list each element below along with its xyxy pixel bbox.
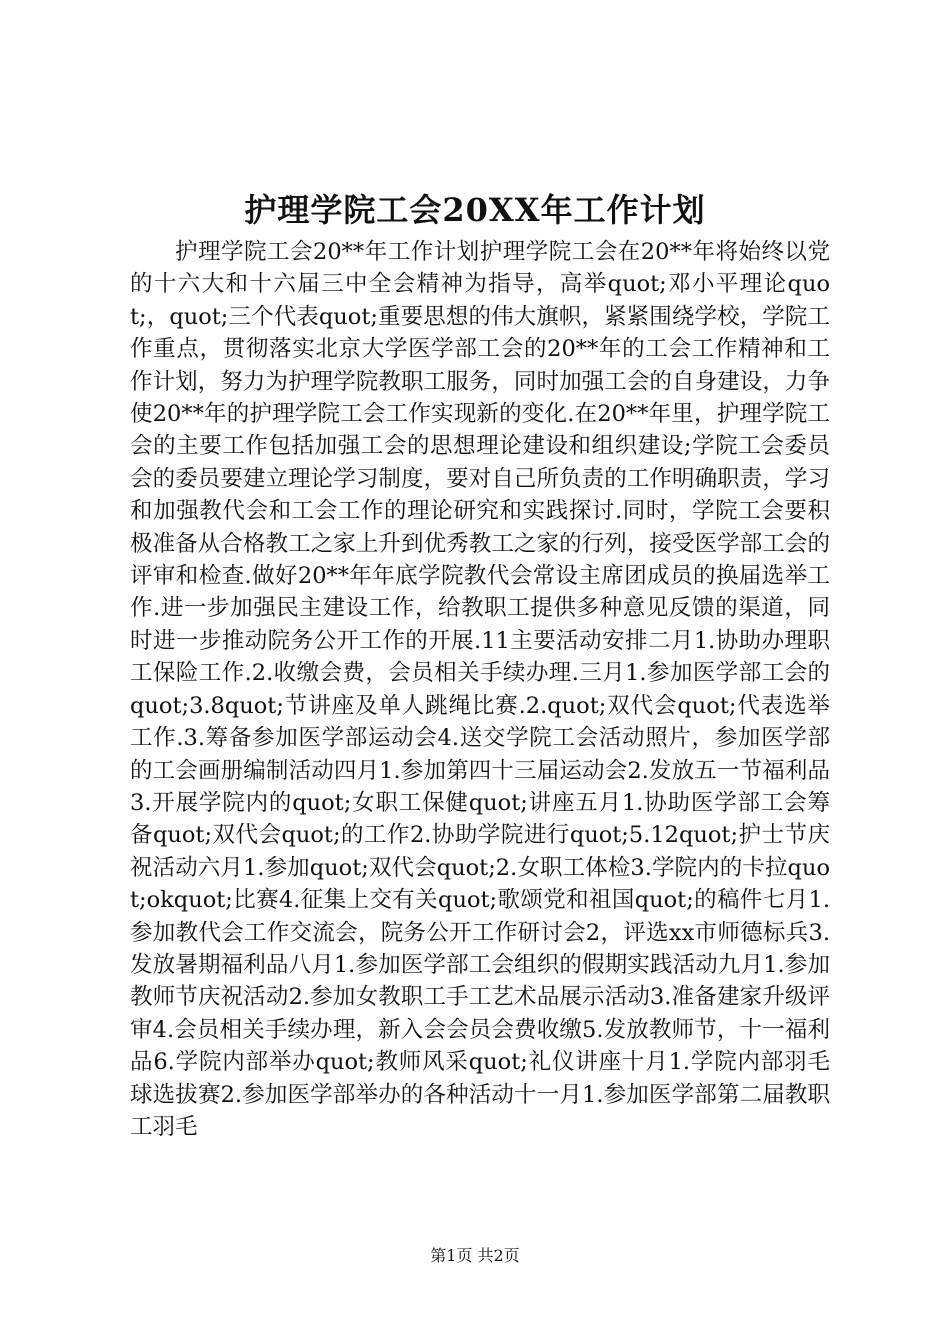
page-number-footer: 第1页 共2页 [430,1246,520,1265]
document-body-paragraph: 护理学院工会20**年工作计划护理学院工会在20**年将始终以党的十六大和十六届三中全会精神为指导，高举quot;邓小平理论quot;，quot;三个代表quot;重要思想的伟大旗帜，紧紧围绕学校，学院工作重点，贯彻落实北京大学医学部工会的20**年的工会工作精神和工作计划，努力为护理学院教职工服务，同时加强工会的自身建设，力争使20**年的护理学院工会工作实现新的变化.在20**年里，护理学院工会的主要工作包括加强工会的思想理论建设和组织建设;学院工会委员会的委员要建立理论学习制度，要对自己所负责的工作明确职责，学习和加强教代会和工会工作的理论研究和实践探讨.同时，学院工会要积极准备从合格教工之家上升到优秀教工之家的行列，接受医学部工会的评审和检查.做好20**年年底学院教代会常设主席团成员的换届选举工作.进一步加强民主建设工作，给教职工提供多种意见反馈的渠道，同时进一步推动院务公开工作的开展.11主要活动安排二月1.协助办理职工保险工作.2.收缴会费，会员相关手续办理.三月1.参加医学部工会的quot;3.8quot;节讲座及单人跳绳比赛.2.quot;双代会quot;代表选举工作.3.筹备参加医学部运动会4.送交学院工会活动照片，参加医学部的工会画册编制活动四月1.参加第四十三届运动会2.发放五一节福利品3.开展学院内的quot;女职工保健quot;讲座五月1.协助医学部工会筹备quot;双代会quot;的工作2.协助学院进行quot;5.12quot;护士节庆祝活动六月1.参加quot;双代会quot;2.女职工体检3.学院内的卡拉quot;okquot;比赛4.征集上交有关quot;歌颂党和祖国quot;的稿件七月1.参加教代会工作交流会，院务公开工作研讨会2，评选xx市师德标兵3.发放暑期福利品八月1.参加医学部工会组织的假期实践活动九月1.参加教师节庆祝活动2.参加女教职工手工艺术品展示活动3.准备建家升级评审4.会员相关手续办理，新入会会员会费收缴5.发放教师节，十一福利品6.学院内部举办quot;教师风采quot;礼仪讲座十月1.学院内部羽毛球选拔赛2.参加医学部举办的各种活动十一月1.参加医学部第二届教职工羽毛 [130,239,830,1140]
document-title: 护理学院工会20XX年工作计划 [244,191,706,229]
